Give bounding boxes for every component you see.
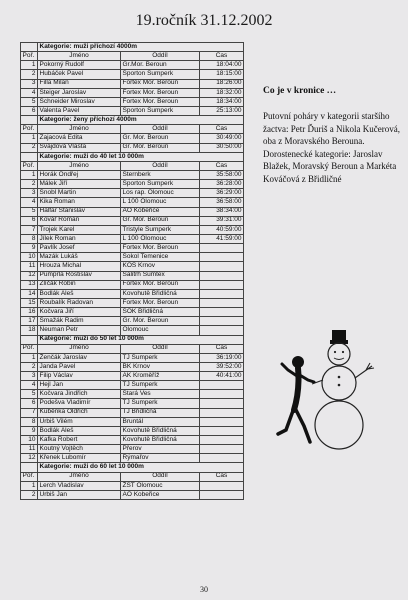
rank-cell: 5 (21, 207, 38, 216)
table-row (21, 308, 244, 317)
club-cell: TJ Šumperk (121, 381, 200, 390)
club-cell: KOS Krnov (121, 262, 200, 271)
category-row (21, 335, 244, 344)
table-row (21, 106, 244, 115)
time-cell: 30:50:00 (200, 143, 244, 152)
table-row (21, 225, 244, 234)
column-header-club: Oddíl (121, 161, 200, 170)
club-cell: Tristyle Šumperk (121, 225, 200, 234)
name-cell: Filip Václav (38, 372, 121, 381)
club-cell: Šternberk (121, 170, 200, 179)
time-cell: 40:41:00 (200, 372, 244, 381)
club-cell: Přerov (121, 445, 200, 454)
table-row (21, 317, 244, 326)
page-title: 19.ročník 31.12.2002 (135, 12, 273, 29)
rank-cell: 1 (21, 353, 38, 362)
column-header-name: Jméno (38, 52, 121, 61)
rank-cell: 1 (21, 170, 38, 179)
column-header-num: Poř. (21, 52, 38, 61)
rank-cell: 4 (21, 198, 38, 207)
name-cell: Mazák Lukáš (38, 253, 121, 262)
rank-cell: 9 (21, 244, 38, 253)
time-cell (200, 436, 244, 445)
rank-cell: 3 (21, 79, 38, 88)
time-cell: 18:15:00 (200, 70, 244, 79)
table-row (21, 399, 244, 408)
column-header-name: Jméno (38, 161, 121, 170)
page-number: 30 (200, 585, 208, 594)
name-cell: Hubáček Pavel (38, 70, 121, 79)
rank-cell: 5 (21, 390, 38, 399)
time-cell (200, 308, 244, 317)
name-cell: Ženčák Jaroslav (38, 353, 121, 362)
time-cell (200, 490, 244, 499)
results-body (21, 43, 244, 500)
category-spacer (21, 463, 38, 472)
table-row (21, 79, 244, 88)
table-row (21, 289, 244, 298)
time-cell (200, 481, 244, 490)
rank-cell: 4 (21, 88, 38, 97)
category-title: Kategorie: muži do 60 let 10 000m (38, 463, 244, 472)
rank-cell: 10 (21, 436, 38, 445)
rank-cell: 3 (21, 189, 38, 198)
category-title: Kategorie: muži do 50 let 10 000m (38, 335, 244, 344)
column-header-time: Čas (200, 125, 244, 134)
name-cell: Málek Jiří (38, 180, 121, 189)
time-cell: 18:34:00 (200, 97, 244, 106)
time-cell (200, 426, 244, 435)
category-spacer (21, 116, 38, 125)
rank-cell: 12 (21, 454, 38, 463)
results-table (20, 42, 244, 500)
name-cell: Halfar Stanislav (38, 207, 121, 216)
rank-cell: 4 (21, 381, 38, 390)
column-header-num: Poř. (21, 125, 38, 134)
club-cell: ŽST Olomouc (121, 481, 200, 490)
table-row (21, 362, 244, 371)
rank-cell: 6 (21, 216, 38, 225)
rank-cell: 14 (21, 289, 38, 298)
time-cell: 41:59:00 (200, 234, 244, 243)
table-row (21, 262, 244, 271)
rank-cell: 10 (21, 253, 38, 262)
time-cell (200, 390, 244, 399)
column-header-club: Oddíl (121, 344, 200, 353)
name-cell: Zajacová Edita (38, 134, 121, 143)
rank-cell: 5 (21, 97, 38, 106)
name-cell: Koutný Vojtěch (38, 445, 121, 454)
time-cell (200, 289, 244, 298)
club-cell: Kovohutě Břidličná (121, 289, 200, 298)
table-row (21, 326, 244, 335)
name-cell: Kuběnka Oldřich (38, 408, 121, 417)
time-cell (200, 445, 244, 454)
table-row (21, 180, 244, 189)
club-cell: Rýmařov (121, 454, 200, 463)
table-row (21, 390, 244, 399)
club-cell: Sokol Temenice (121, 253, 200, 262)
club-cell: Fortex Mor. Beroun (121, 88, 200, 97)
time-cell: 36:58:00 (200, 198, 244, 207)
name-cell: Valenta Pavel (38, 106, 121, 115)
club-cell: TJ Šumperk (121, 353, 200, 362)
name-cell: Trojek Karel (38, 225, 121, 234)
table-row (21, 70, 244, 79)
club-cell: Fortex Mor. Beroun (121, 79, 200, 88)
time-cell: 39:52:00 (200, 362, 244, 371)
table-row (21, 280, 244, 289)
time-cell (200, 417, 244, 426)
time-cell (200, 262, 244, 271)
table-row (21, 436, 244, 445)
column-header-row (21, 161, 244, 170)
name-cell: Neuman Petr (38, 326, 121, 335)
table-row (21, 353, 244, 362)
column-header-time: Čas (200, 472, 244, 481)
club-cell: Kovohutě Břidličná (121, 436, 200, 445)
club-cell: Gr. Mor. Beroun (121, 143, 200, 152)
club-cell: Kovohutě Břidličná (121, 426, 200, 435)
name-cell: Pumprla Rostislav (38, 271, 121, 280)
time-cell (200, 244, 244, 253)
club-cell: Sporton Šumperk (121, 106, 200, 115)
name-cell: Horák Ondřej (38, 170, 121, 179)
table-row (21, 408, 244, 417)
category-row (21, 116, 244, 125)
category-row (21, 152, 244, 161)
club-cell: BK Krnov (121, 362, 200, 371)
category-spacer (21, 335, 38, 344)
club-cell: Los rap. Olomouc (121, 189, 200, 198)
rank-cell: 2 (21, 490, 38, 499)
name-cell: Urbiš Jan (38, 490, 121, 499)
column-header-row (21, 472, 244, 481)
name-cell: Hrouza Michal (38, 262, 121, 271)
time-cell: 36:28:00 (200, 180, 244, 189)
table-row (21, 189, 244, 198)
club-cell: Sporton Šumperk (121, 70, 200, 79)
table-row (21, 244, 244, 253)
category-spacer (21, 152, 38, 161)
time-cell: 18:32:00 (200, 88, 244, 97)
time-cell (200, 381, 244, 390)
table-row (21, 97, 244, 106)
column-header-num: Poř. (21, 472, 38, 481)
time-cell (200, 271, 244, 280)
time-cell: 18:26:00 (200, 79, 244, 88)
time-cell: 40:59:00 (200, 225, 244, 234)
table-row (21, 381, 244, 390)
rank-cell: 1 (21, 134, 38, 143)
time-cell: 25:13:00 (200, 106, 244, 115)
column-header-time: Čas (200, 52, 244, 61)
rank-cell: 2 (21, 143, 38, 152)
time-cell: 38:34:00 (200, 207, 244, 216)
name-cell: Kočvara Jindřich (38, 390, 121, 399)
category-row (21, 43, 244, 52)
club-cell: TJ Břidličná (121, 408, 200, 417)
rank-cell: 9 (21, 426, 38, 435)
table-row (21, 253, 244, 262)
name-cell: Pavlík Josef (38, 244, 121, 253)
club-cell: Sporton Šumperk (121, 180, 200, 189)
column-header-club: Oddíl (121, 472, 200, 481)
name-cell: Kika Roman (38, 198, 121, 207)
column-header-row (21, 344, 244, 353)
table-row (21, 88, 244, 97)
club-cell: AK Kroměříž (121, 372, 200, 381)
table-row (21, 143, 244, 152)
column-header-row (21, 52, 244, 61)
chronicle-text: Putovní poháry v kategorii staršího žactva: Petr Ďuriš a Nikola Kučerová, oba z Moravského Berouna. Dorostenecké kategorie: Jaroslav Blažek, Moravský Beroun a Markéta Kováčová z Břidličné (263, 111, 400, 184)
rank-cell: 6 (21, 399, 38, 408)
table-row (21, 61, 244, 70)
time-cell: 36:19:00 (200, 353, 244, 362)
column-header-name: Jméno (38, 344, 121, 353)
rank-cell: 15 (21, 298, 38, 307)
column-header-num: Poř. (21, 161, 38, 170)
club-cell: TJ Šumperk (121, 399, 200, 408)
column-header-num: Poř. (21, 344, 38, 353)
rank-cell: 2 (21, 70, 38, 79)
time-cell (200, 399, 244, 408)
time-cell (200, 454, 244, 463)
name-cell: Podešva Vladimír (38, 399, 121, 408)
club-cell: AO Kobeřice (121, 490, 200, 499)
column-header-name: Jméno (38, 472, 121, 481)
name-cell: Bodlák Aleš (38, 426, 121, 435)
table-row (21, 481, 244, 490)
club-cell: Gr.Mor. Beroun (121, 61, 200, 70)
club-cell: Fortex Mor. Beroun (121, 97, 200, 106)
time-cell (200, 317, 244, 326)
time-cell: 18:04:00 (200, 61, 244, 70)
column-header-name: Jméno (38, 125, 121, 134)
club-cell: Fortex Mor. Beroun (121, 244, 200, 253)
time-cell (200, 253, 244, 262)
column-header-time: Čas (200, 344, 244, 353)
name-cell: Urbiš Vilém (38, 417, 121, 426)
club-cell: AO Kobeřice (121, 207, 200, 216)
name-cell: Jílek Roman (38, 234, 121, 243)
name-cell: Lerch Vladislav (38, 481, 121, 490)
table-row (21, 372, 244, 381)
rank-cell: 7 (21, 408, 38, 417)
club-cell: Fortex Mor. Beroun (121, 280, 200, 289)
column-header-club: Oddíl (121, 52, 200, 61)
category-spacer (21, 43, 38, 52)
table-row (21, 298, 244, 307)
table-row (21, 454, 244, 463)
rank-cell: 16 (21, 308, 38, 317)
name-cell: Kovář Roman (38, 216, 121, 225)
club-cell: Fortex Mor. Beroun (121, 298, 200, 307)
table-row (21, 216, 244, 225)
rank-cell: 18 (21, 326, 38, 335)
club-cell: Olomouc (121, 326, 200, 335)
rank-cell: 11 (21, 445, 38, 454)
time-cell (200, 408, 244, 417)
table-row (21, 445, 244, 454)
rank-cell: 2 (21, 180, 38, 189)
snowman-runner-icon (268, 330, 378, 480)
table-row (21, 170, 244, 179)
name-cell: Švajdová Vlasta (38, 143, 121, 152)
name-cell: Bodlák Aleš (38, 289, 121, 298)
time-cell (200, 280, 244, 289)
name-cell: Janda Pavel (38, 362, 121, 371)
rank-cell: 8 (21, 417, 38, 426)
rank-cell: 8 (21, 234, 38, 243)
name-cell: Křenek Lubomír (38, 454, 121, 463)
name-cell: Kočvara Jiří (38, 308, 121, 317)
table-row (21, 198, 244, 207)
name-cell: Zlíčák Robin (38, 280, 121, 289)
table-row (21, 134, 244, 143)
category-title: Kategorie: ženy příchozí 4000m (38, 116, 244, 125)
table-row (21, 271, 244, 280)
rank-cell: 6 (21, 106, 38, 115)
club-cell: Bruntál (121, 417, 200, 426)
club-cell: Gr. Mor. Beroun (121, 134, 200, 143)
name-cell: Smažák Radim (38, 317, 121, 326)
table-row (21, 207, 244, 216)
club-cell: Stará Ves (121, 390, 200, 399)
time-cell (200, 298, 244, 307)
time-cell (200, 326, 244, 335)
category-title: Kategorie: muži příchozí 4000m (38, 43, 244, 52)
club-cell: L 100 Olomouc (121, 234, 200, 243)
name-cell: Hejl Jan (38, 381, 121, 390)
table-row (21, 490, 244, 499)
rank-cell: 17 (21, 317, 38, 326)
rank-cell: 1 (21, 481, 38, 490)
club-cell: Gr. Mor. Beroun (121, 216, 200, 225)
name-cell: Kafka Robert (38, 436, 121, 445)
name-cell: Pokorný Rudolf (38, 61, 121, 70)
rank-cell: 7 (21, 225, 38, 234)
rank-cell: 1 (21, 61, 38, 70)
name-cell: Roubalík Radovan (38, 298, 121, 307)
rank-cell: 11 (21, 262, 38, 271)
rank-cell: 2 (21, 362, 38, 371)
column-header-time: Čas (200, 161, 244, 170)
column-header-club: Oddíl (121, 125, 200, 134)
club-cell: SOK Břidličná (121, 308, 200, 317)
time-cell: 35:58:00 (200, 170, 244, 179)
time-cell: 30:49:00 (200, 134, 244, 143)
club-cell: L 100 Olomouc (121, 198, 200, 207)
club-cell: Salitrh Šumtex (121, 271, 200, 280)
rank-cell: 13 (21, 280, 38, 289)
table-row (21, 417, 244, 426)
time-cell: 39:31:00 (200, 216, 244, 225)
table-row (21, 234, 244, 243)
name-cell: Steiger Jaroslav (38, 88, 121, 97)
rank-cell: 3 (21, 372, 38, 381)
name-cell: Filla Milan (38, 79, 121, 88)
category-row (21, 463, 244, 472)
club-cell: Gr. Mor. Beroun (121, 317, 200, 326)
time-cell: 36:29:00 (200, 189, 244, 198)
category-title: Kategorie: muži do 40 let 10 000m (38, 152, 244, 161)
table-row (21, 426, 244, 435)
name-cell: Schneider Miroslav (38, 97, 121, 106)
column-header-row (21, 125, 244, 134)
rank-cell: 12 (21, 271, 38, 280)
chronicle-heading: Co je v kronice … (263, 86, 337, 96)
name-cell: Šnobl Martin (38, 189, 121, 198)
